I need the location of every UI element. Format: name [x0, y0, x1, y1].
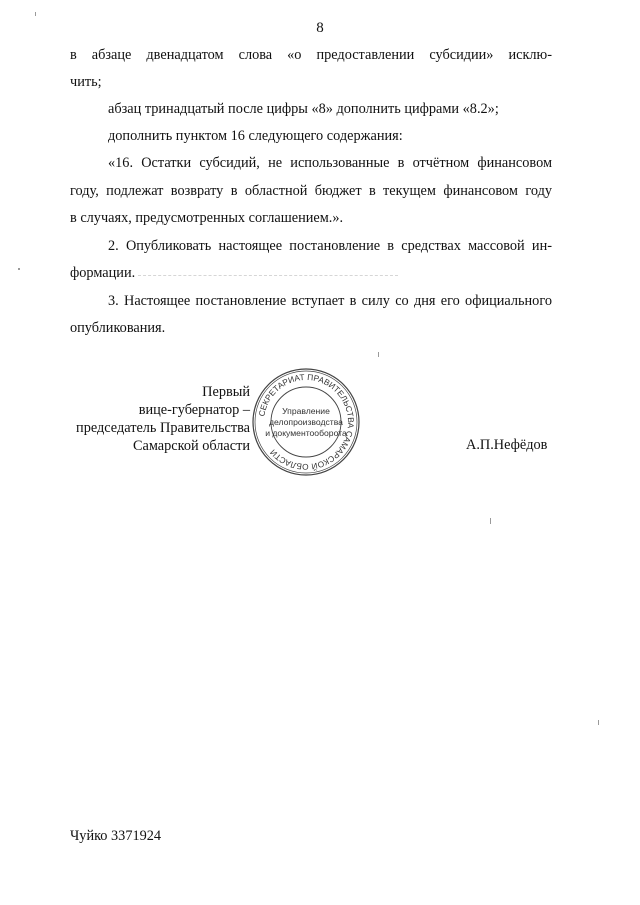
body-line-8: 2. Опубликовать настоящее постановление в средствах массовой ин- — [108, 238, 552, 254]
stamp-inner-line-1: Управление — [282, 406, 330, 416]
scan-speck — [18, 268, 20, 270]
scan-speck — [598, 720, 599, 725]
body-line-6: году, подлежат возврату в областной бюджет в текущем финансовом году — [70, 183, 552, 199]
scan-artifact-line — [138, 275, 398, 277]
body-line-4: дополнить пунктом 16 следующего содержания: — [108, 128, 403, 144]
signature-title-line-3: председатель Правительства — [76, 420, 250, 436]
signature-title-line-1: Первый — [202, 384, 250, 400]
body-line-1: в абзаце двенадцатом слова «о предоставлении субсидии» исклю- — [70, 47, 552, 63]
body-line-3: абзац тринадцатый после цифры «8» дополнить цифрами «8.2»; — [108, 101, 499, 117]
body-line-2: чить; — [70, 74, 102, 90]
signer-name: А.П.Нефёдов — [466, 437, 548, 453]
body-line-10: 3. Настоящее постановление вступает в силу со дня его официального — [108, 293, 552, 309]
stamp-inner-line-2: делопроизводства — [269, 417, 343, 427]
body-line-9: формации. — [70, 265, 136, 281]
footer-executor: Чуйко 3371924 — [70, 828, 162, 844]
scan-speck — [490, 518, 491, 524]
signature-title-line-2: вице-губернатор – — [138, 402, 250, 418]
stamp-inner-line-3: и документооборота — [265, 428, 347, 438]
stamp-ring-text: СЕКРЕТАРИАТ ПРАВИТЕЛЬСТВА САМАРСКОЙ ОБЛАСТИ — [256, 371, 357, 473]
official-stamp — [251, 367, 361, 477]
signature-title — [50, 383, 250, 455]
body-line-11: опубликования. — [70, 320, 166, 336]
scan-speck — [35, 12, 36, 16]
signature-title-line-4: Самарской области — [132, 438, 250, 454]
body-line-7: в случаях, предусмотренных соглашением.». — [70, 210, 344, 226]
page-number: 8 — [316, 20, 324, 36]
body-line-5: «16. Остатки субсидий, не использованные в отчётном финансовом — [108, 155, 552, 171]
scan-speck — [378, 352, 379, 357]
